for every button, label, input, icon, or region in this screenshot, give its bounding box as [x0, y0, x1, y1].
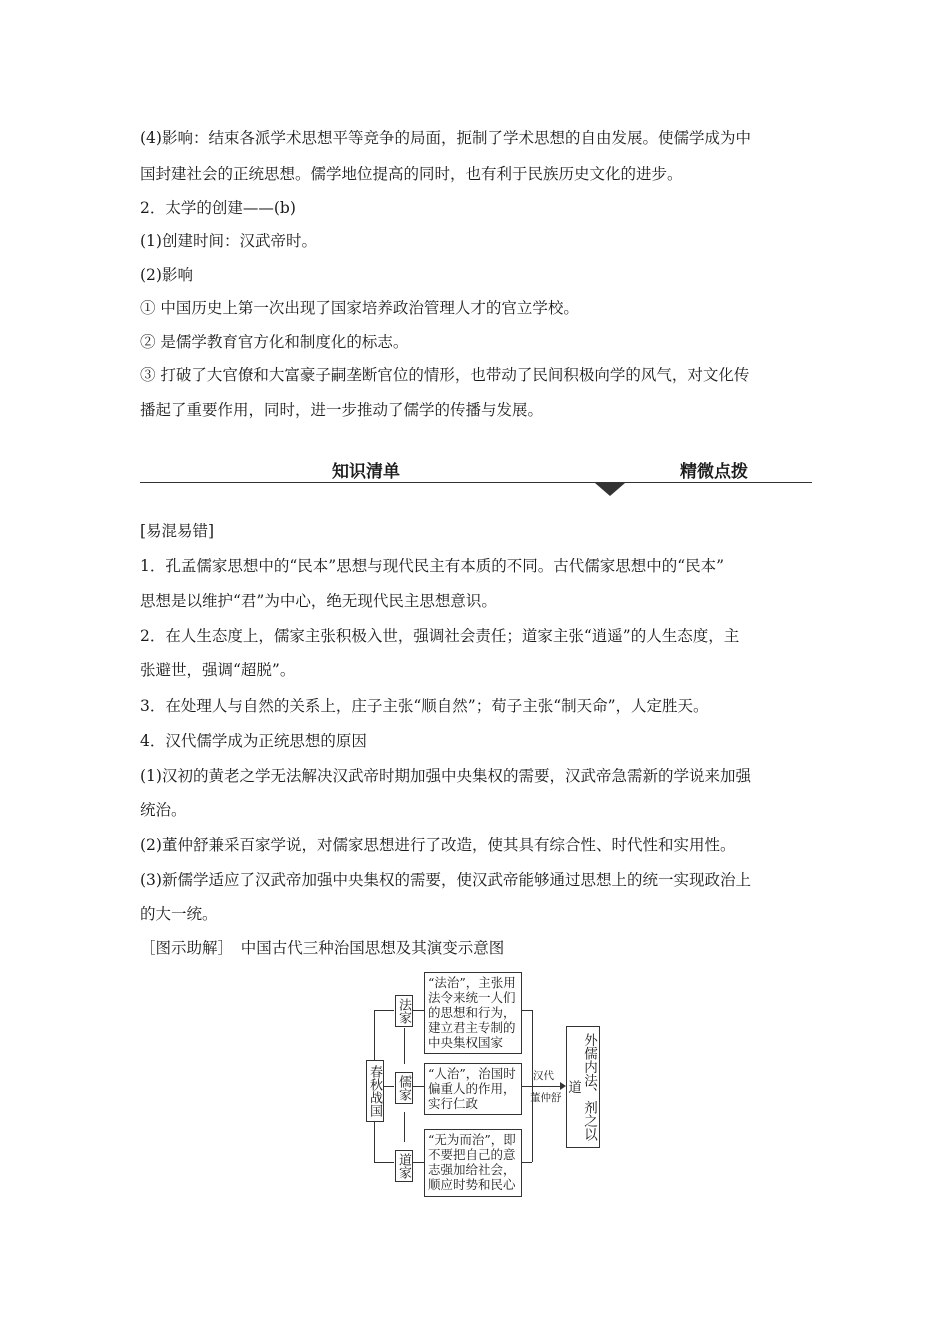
triangle-marker-icon: [595, 483, 625, 496]
paragraph: (1)汉初的黄老之学无法解决汉武帝时期加强中央集权的需要，汉武帝急需新的学说来加强: [140, 767, 751, 785]
banner-left-title: 知识清单: [332, 462, 400, 482]
paragraph: 国封建社会的正统思想。儒学地位提高的同时，也有利于民族历史文化的进步。: [140, 165, 683, 183]
connector-line: [522, 1162, 532, 1163]
connector-line: [374, 1010, 394, 1011]
paragraph: (2)董仲舒兼采百家学说，对儒家思想进行了改造，使其具有综合性、时代性和实用性。: [140, 836, 736, 854]
paragraph: 的大一统。: [140, 905, 218, 923]
banner-right-title: 精微点拨: [680, 462, 748, 482]
paragraph: 张避世，强调“超脱”。: [140, 661, 296, 679]
paragraph: 2．在人生态度上，儒家主张积极入世，强调社会责任；道家主张“逍遥”的人生态度，主: [140, 627, 740, 645]
connector-line: [412, 1010, 424, 1011]
paragraph: (3)新儒学适应了汉武帝加强中央集权的需要，使汉武帝能够通过思想上的统一实现政治上: [140, 871, 751, 889]
governance-diagram: [360, 968, 600, 1204]
school-box-taoism: 道家: [395, 1150, 413, 1182]
section-banner: [140, 455, 812, 483]
period-box: 春秋战国: [366, 1060, 384, 1122]
connector-line: [522, 1010, 532, 1011]
paragraph: 思想是以维护“君”为中心，绝无现代民主思想意识。: [140, 592, 497, 610]
section-heading: [易混易错]: [140, 522, 215, 540]
description-box: “法治”，主张用法令来统一人们的思想和行为，建立君主专制的中央集权国家: [424, 972, 522, 1054]
description-box: “人治”，治国时偏重人的作用，实行仁政: [424, 1063, 522, 1115]
arrow-line: [404, 1112, 405, 1142]
paragraph: ① 中国历史上第一次出现了国家培养政治管理人才的官立学校。: [140, 299, 579, 317]
paragraph: 播起了重要作用，同时，进一步推动了儒学的传播与发展。: [140, 401, 544, 419]
paragraph: 3．在处理人与自然的关系上，庄子主张“顺自然”；荀子主张“制天命”，人定胜天。: [140, 697, 709, 715]
paragraph: 2．太学的创建——(b): [140, 199, 296, 217]
connector-line: [522, 1086, 532, 1087]
paragraph: 1．孔孟儒家思想中的“民本”思想与现代民主有本质的不同。古代儒家思想中的“民本”: [140, 557, 725, 575]
school-box-legalism: 法家: [395, 995, 413, 1027]
paragraph: 统治。: [140, 801, 187, 819]
paragraph: 4．汉代儒学成为正统思想的原因: [140, 732, 367, 750]
paragraph: (4)影响：结束各派学术思想平等竞争的局面，扼制了学术思想的自由发展。使儒学成为中: [140, 129, 751, 147]
result-box: 外儒内法、剂之以道: [566, 1026, 600, 1148]
diagram-caption: ［图示助解］ 中国古代三种治国思想及其演变示意图: [140, 939, 505, 957]
school-box-confucianism: 儒家: [395, 1072, 413, 1104]
paragraph: (1)创建时间：汉武帝时。: [140, 232, 317, 250]
connector-line: [412, 1162, 424, 1163]
connector-line: [374, 1162, 394, 1163]
arrow-line: [532, 1086, 562, 1087]
paragraph: ② 是儒学教育官方化和制度化的标志。: [140, 333, 409, 351]
arrow-line: [404, 1028, 405, 1064]
paragraph: ③ 打破了大官僚和大富豪子嗣垄断官位的情形，也带动了民间积极向学的风气，对文化传: [140, 366, 750, 384]
description-box: “无为而治”，即不要把自己的意志强加给社会，顺应时势和民心: [424, 1129, 522, 1197]
banner-rule: [140, 482, 812, 483]
paragraph: (2)影响: [140, 266, 193, 284]
arrow-label-top: 汉代: [533, 1070, 554, 1082]
arrow-label-bottom: 董仲舒: [530, 1092, 562, 1104]
connector-line: [412, 1086, 424, 1087]
